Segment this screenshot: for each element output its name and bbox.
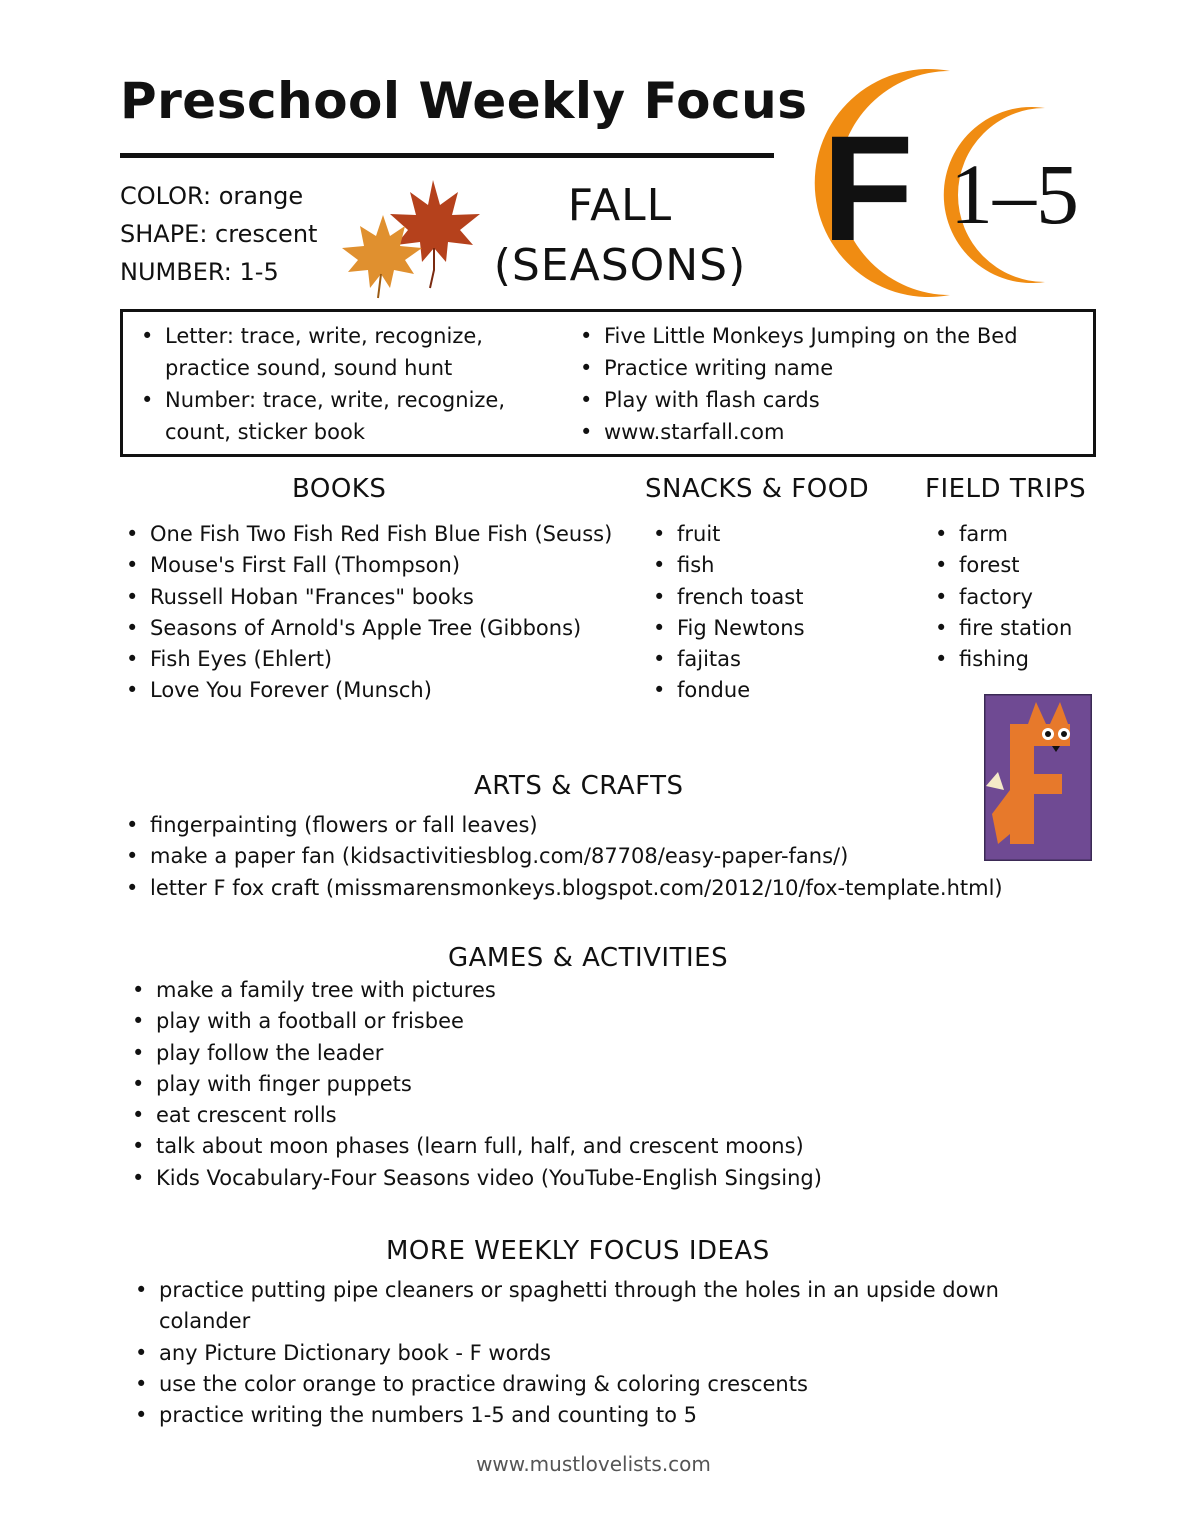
list-item: • fish <box>651 550 911 581</box>
list-item: • talk about moon phases (learn full, half, and crescent moons) <box>130 1131 1130 1162</box>
list-item: • One Fish Two Fish Red Fish Blue Fish (Seuss) <box>124 519 634 550</box>
list-item: • make a paper fan (kidsactivitiesblog.com/87708/easy-paper-fans/) <box>124 841 1174 872</box>
list-item[interactable]: • www.starfall.com <box>578 416 1078 448</box>
games-heading: GAMES & ACTIVITIES <box>448 943 729 973</box>
books-list <box>124 519 634 707</box>
list-item: • fire station <box>933 613 1173 644</box>
list-item: • Number: trace, write, recognize, count, sticker book <box>139 384 559 448</box>
snacks-list <box>651 519 911 707</box>
snacks-heading: SNACKS & FOOD <box>645 474 870 504</box>
books-heading: BOOKS <box>292 474 387 504</box>
color-line: COLOR: orange <box>120 182 304 210</box>
list-item: • Play with flash cards <box>578 384 1078 416</box>
list-item: • fishing <box>933 644 1173 675</box>
list-item: • any Picture Dictionary book - F words <box>133 1338 1033 1369</box>
list-item: • Seasons of Arnold's Apple Tree (Gibbons) <box>124 613 634 644</box>
list-item: • play follow the leader <box>130 1038 1130 1069</box>
list-item: • practice putting pipe cleaners or spaghetti through the holes in an upside down colander <box>133 1275 1033 1338</box>
list-item: • eat crescent rolls <box>130 1100 1130 1131</box>
fall-leaves-illustration <box>338 170 488 304</box>
list-item: • farm <box>933 519 1173 550</box>
list-item: • make a family tree with pictures <box>130 975 1130 1006</box>
badge-letter: F <box>822 104 914 272</box>
list-item: • Practice writing name <box>578 352 1078 384</box>
list-item: • french toast <box>651 582 911 613</box>
list-item: • Russell Hoban "Frances" books <box>124 582 634 613</box>
topic-line-2: (SEASONS) <box>493 240 747 291</box>
title-rule <box>120 153 774 158</box>
list-item: • Mouse's First Fall (Thompson) <box>124 550 634 581</box>
list-item: • play with a football or frisbee <box>130 1006 1130 1037</box>
list-item: • practice writing the numbers 1-5 and counting to 5 <box>133 1400 1033 1431</box>
focus-list-left <box>139 320 559 448</box>
list-item: • Kids Vocabulary-Four Seasons video (YouTube-English Singsing) <box>130 1163 1130 1194</box>
field-trips-heading: FIELD TRIPS <box>925 474 1087 504</box>
list-item: • fondue <box>651 675 911 706</box>
arts-heading: ARTS & CRAFTS <box>474 771 684 801</box>
topic-line-1: FALL <box>567 180 673 231</box>
weekly-topic <box>470 176 770 296</box>
number-line: NUMBER: 1-5 <box>120 258 279 286</box>
list-item: • use the color orange to practice drawing & coloring crescents <box>133 1369 1033 1400</box>
list-item: • forest <box>933 550 1173 581</box>
list-item: • Letter: trace, write, recognize, practice sound, sound hunt <box>139 320 559 384</box>
shape-line: SHAPE: crescent <box>120 220 318 248</box>
list-item: • fajitas <box>651 644 911 675</box>
list-item: • Fish Eyes (Ehlert) <box>124 644 634 675</box>
games-list <box>130 975 1130 1194</box>
more-ideas-heading: MORE WEEKLY FOCUS IDEAS <box>386 1236 770 1266</box>
badge-numbers: 1–5 <box>950 146 1079 242</box>
arts-list <box>124 810 1174 904</box>
list-item: • Five Little Monkeys Jumping on the Bed <box>578 320 1078 352</box>
focus-list-right <box>578 320 1078 448</box>
list-item: • Love You Forever (Munsch) <box>124 675 634 706</box>
field-trips-list <box>933 519 1173 675</box>
letter-number-badge <box>800 68 1090 304</box>
list-item: • Fig Newtons <box>651 613 911 644</box>
footer-url[interactable]: www.mustlovelists.com <box>476 1452 711 1476</box>
focus-meta <box>120 177 317 291</box>
more-ideas-list <box>133 1275 1033 1431</box>
list-item: • fruit <box>651 519 911 550</box>
list-item: • play with finger puppets <box>130 1069 1130 1100</box>
list-item: • letter F fox craft (missmarensmonkeys.blogspot.com/2012/10/fox-template.html) <box>124 873 1174 904</box>
list-item: • factory <box>933 582 1173 613</box>
page-title: Preschool Weekly Focus <box>120 72 808 130</box>
focus-box <box>120 309 1096 457</box>
list-item: • fingerpainting (flowers or fall leaves) <box>124 810 1174 841</box>
